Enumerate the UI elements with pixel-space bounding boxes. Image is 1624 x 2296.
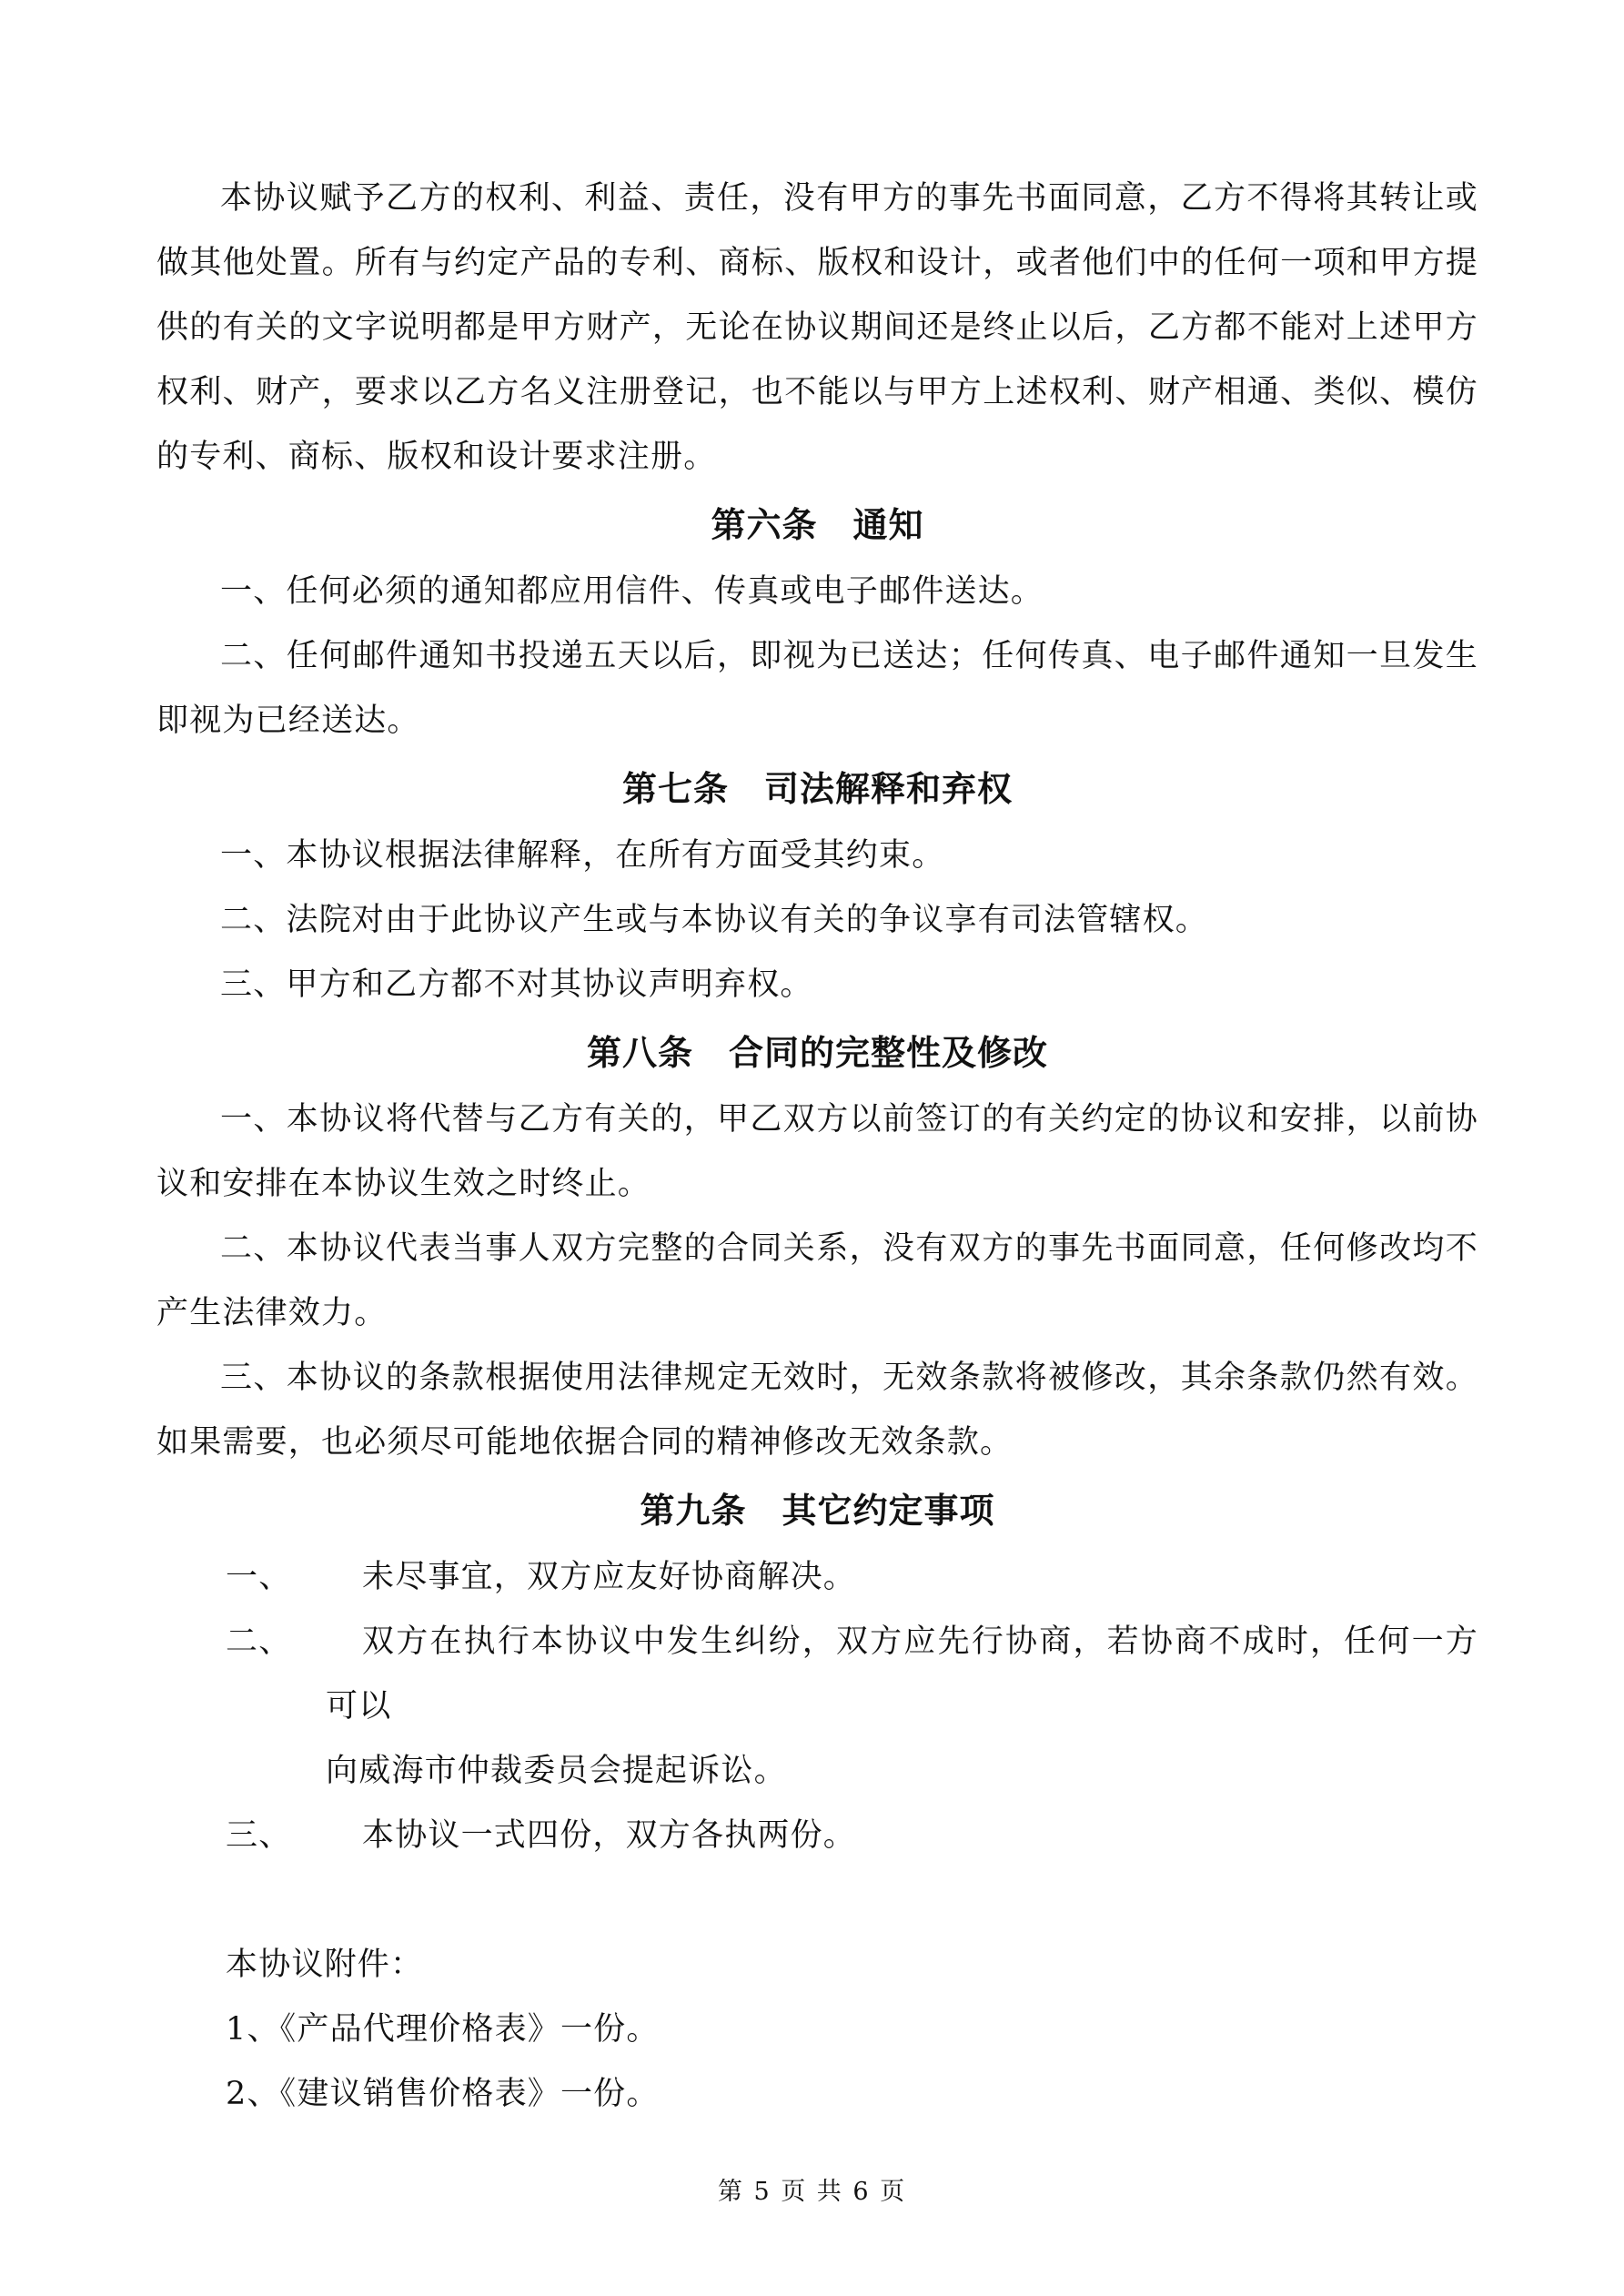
article-6-clause-1: 一、任何必须的通知都应用信件、传真或电子邮件送达。	[220, 573, 1044, 610]
list-text: 双方在执行本协议中发生纠纷，双方应先行协商，若协商不成时，任何一方可以	[326, 1623, 1478, 1725]
attachment-item-2: 2、《建议销售价格表》一份。	[226, 2076, 660, 2112]
page-number-footer: 第 5 页 共 6 页	[717, 2178, 907, 2206]
article-9-item-1	[156, 1545, 1478, 1610]
article-6-heading: 第六条 通知	[711, 504, 924, 545]
article-8-clause-2: 二、本协议代表当事人双方完整的合同关系，没有双方的事先书面同意，任何修改均不产生法律效力。	[156, 1230, 1478, 1331]
list-number: 一、	[226, 1559, 292, 1595]
article-7-heading: 第七条 司法解释和弃权	[621, 768, 1013, 809]
attachment-item-1: 1、《产品代理价格表》一份。	[226, 2011, 660, 2048]
article-9-item-3	[156, 1804, 1478, 1868]
intro-paragraph: 本协议赋予乙方的权利、利益、责任，没有甲方的事先书面同意，乙方不得将其转让或做其他处置。所有与约定产品的专利、商标、版权和设计，或者他们中的任何一项和甲方提供的有关的文字说明都是甲方财产，无论在协议期间还是终止以后，乙方都不能对上述甲方权利、财产，要求以乙方名义注册登记，也不能以与甲方上述权利、财产相通、类似、模仿的专利、商标、版权和设计要求注册。	[156, 180, 1478, 475]
article-7-clause-2: 二、法院对由于此协议产生或与本协议有关的争议享有司法管辖权。	[220, 902, 1209, 938]
list-number: 二、	[226, 1623, 292, 1660]
list-text: 未尽事宜，双方应友好协商解决。	[362, 1559, 857, 1595]
article-7-clause-3: 三、甲方和乙方都不对其协议声明弃权。	[220, 966, 813, 1003]
list-text-continuation: 向威海市仲裁委员会提起诉讼。	[326, 1753, 787, 1789]
article-9-item-2	[156, 1610, 1478, 1804]
attachments-label: 本协议附件：	[226, 1947, 424, 1983]
article-6-clause-2: 二、任何邮件通知书投递五天以后，即视为已送达；任何传真、电子邮件通知一旦发生即视为已经送达。	[156, 638, 1478, 739]
article-8-heading: 第八条 合同的完整性及修改	[586, 1032, 1048, 1073]
list-text: 本协议一式四份，双方各执两份。	[362, 1817, 857, 1854]
article-8-clause-1: 一、本协议将代替与乙方有关的，甲乙双方以前签订的有关约定的协议和安排，以前协议和安排在本协议生效之时终止。	[156, 1101, 1478, 1202]
article-7-clause-1: 一、本协议根据法律解释，在所有方面受其约束。	[220, 837, 945, 874]
article-9-heading: 第九条 其它约定事项	[640, 1490, 995, 1531]
list-number: 三、	[226, 1817, 292, 1854]
article-8-clause-3: 三、本协议的条款根据使用法律规定无效时，无效条款将被修改，其余条款仍然有效。如果需要，也必须尽可能地依据合同的精神修改无效条款。	[156, 1360, 1478, 1461]
document-body	[156, 167, 1478, 2127]
